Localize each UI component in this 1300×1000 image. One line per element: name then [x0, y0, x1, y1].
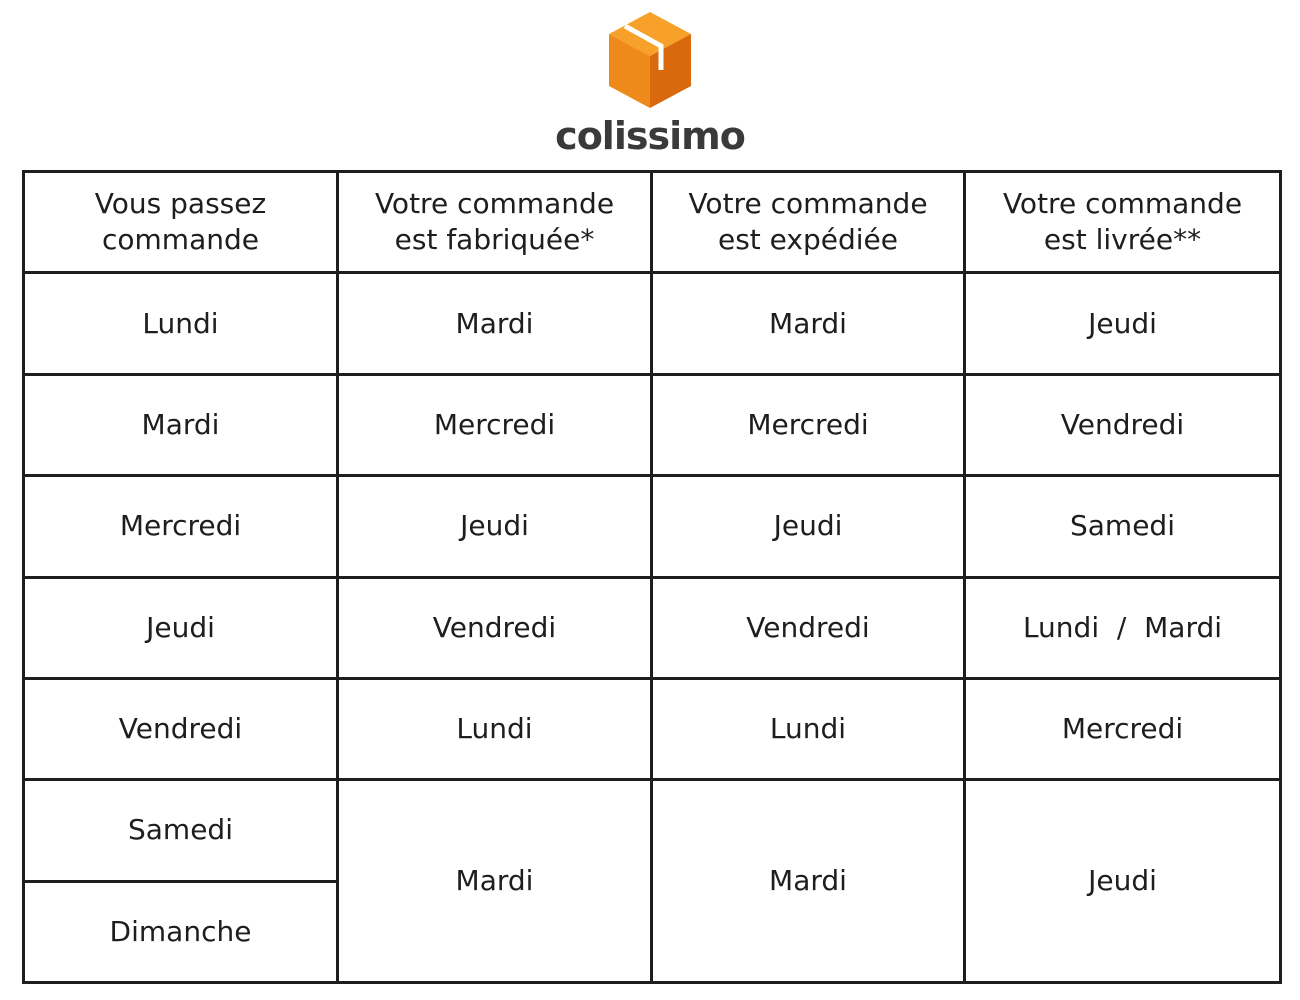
- delivered-cell: Mercredi: [965, 678, 1281, 779]
- order-day-cell: Mardi: [24, 374, 338, 475]
- brand-name: colissimo: [555, 114, 745, 158]
- shipped-cell: Mercredi: [652, 374, 965, 475]
- delivered-cell: Vendredi: [965, 374, 1281, 475]
- header-shipped: Votre commande est expédiée: [652, 172, 965, 273]
- order-day-cell-saturday: Samedi: [24, 780, 338, 881]
- table-row: [24, 273, 1281, 374]
- header-delivered: Votre commande est livrée**: [965, 172, 1281, 273]
- header-fabricated: Votre commande est fabriquée*: [338, 172, 652, 273]
- colissimo-logo: [0, 0, 1300, 165]
- delivery-schedule-table: [22, 170, 1282, 984]
- table-row-weekend: [24, 780, 1281, 881]
- table-row: [24, 374, 1281, 475]
- order-day-cell: Vendredi: [24, 678, 338, 779]
- shipped-cell: Vendredi: [652, 577, 965, 678]
- fabricated-cell: Vendredi: [338, 577, 652, 678]
- order-day-cell-sunday: Dimanche: [24, 881, 338, 982]
- header-order-day: Vous passez commande: [24, 172, 338, 273]
- fabricated-cell: Mardi: [338, 273, 652, 374]
- delivered-cell: Samedi: [965, 476, 1281, 577]
- shipped-cell: Mardi: [652, 273, 965, 374]
- table-row: [24, 577, 1281, 678]
- table-header-row: [24, 172, 1281, 273]
- delivered-cell: Jeudi: [965, 273, 1281, 374]
- delivered-cell: Lundi / Mardi: [965, 577, 1281, 678]
- shipped-cell-weekend: Mardi: [652, 780, 965, 983]
- fabricated-cell: Mercredi: [338, 374, 652, 475]
- shipped-cell: Jeudi: [652, 476, 965, 577]
- fabricated-cell-weekend: Mardi: [338, 780, 652, 983]
- table-row: [24, 476, 1281, 577]
- delivered-cell-weekend: Jeudi: [965, 780, 1281, 983]
- order-day-cell: Mercredi: [24, 476, 338, 577]
- fabricated-cell: Lundi: [338, 678, 652, 779]
- shipped-cell: Lundi: [652, 678, 965, 779]
- order-day-cell: Jeudi: [24, 577, 338, 678]
- fabricated-cell: Jeudi: [338, 476, 652, 577]
- parcel-box-icon: [605, 8, 695, 112]
- table-row: [24, 678, 1281, 779]
- order-day-cell: Lundi: [24, 273, 338, 374]
